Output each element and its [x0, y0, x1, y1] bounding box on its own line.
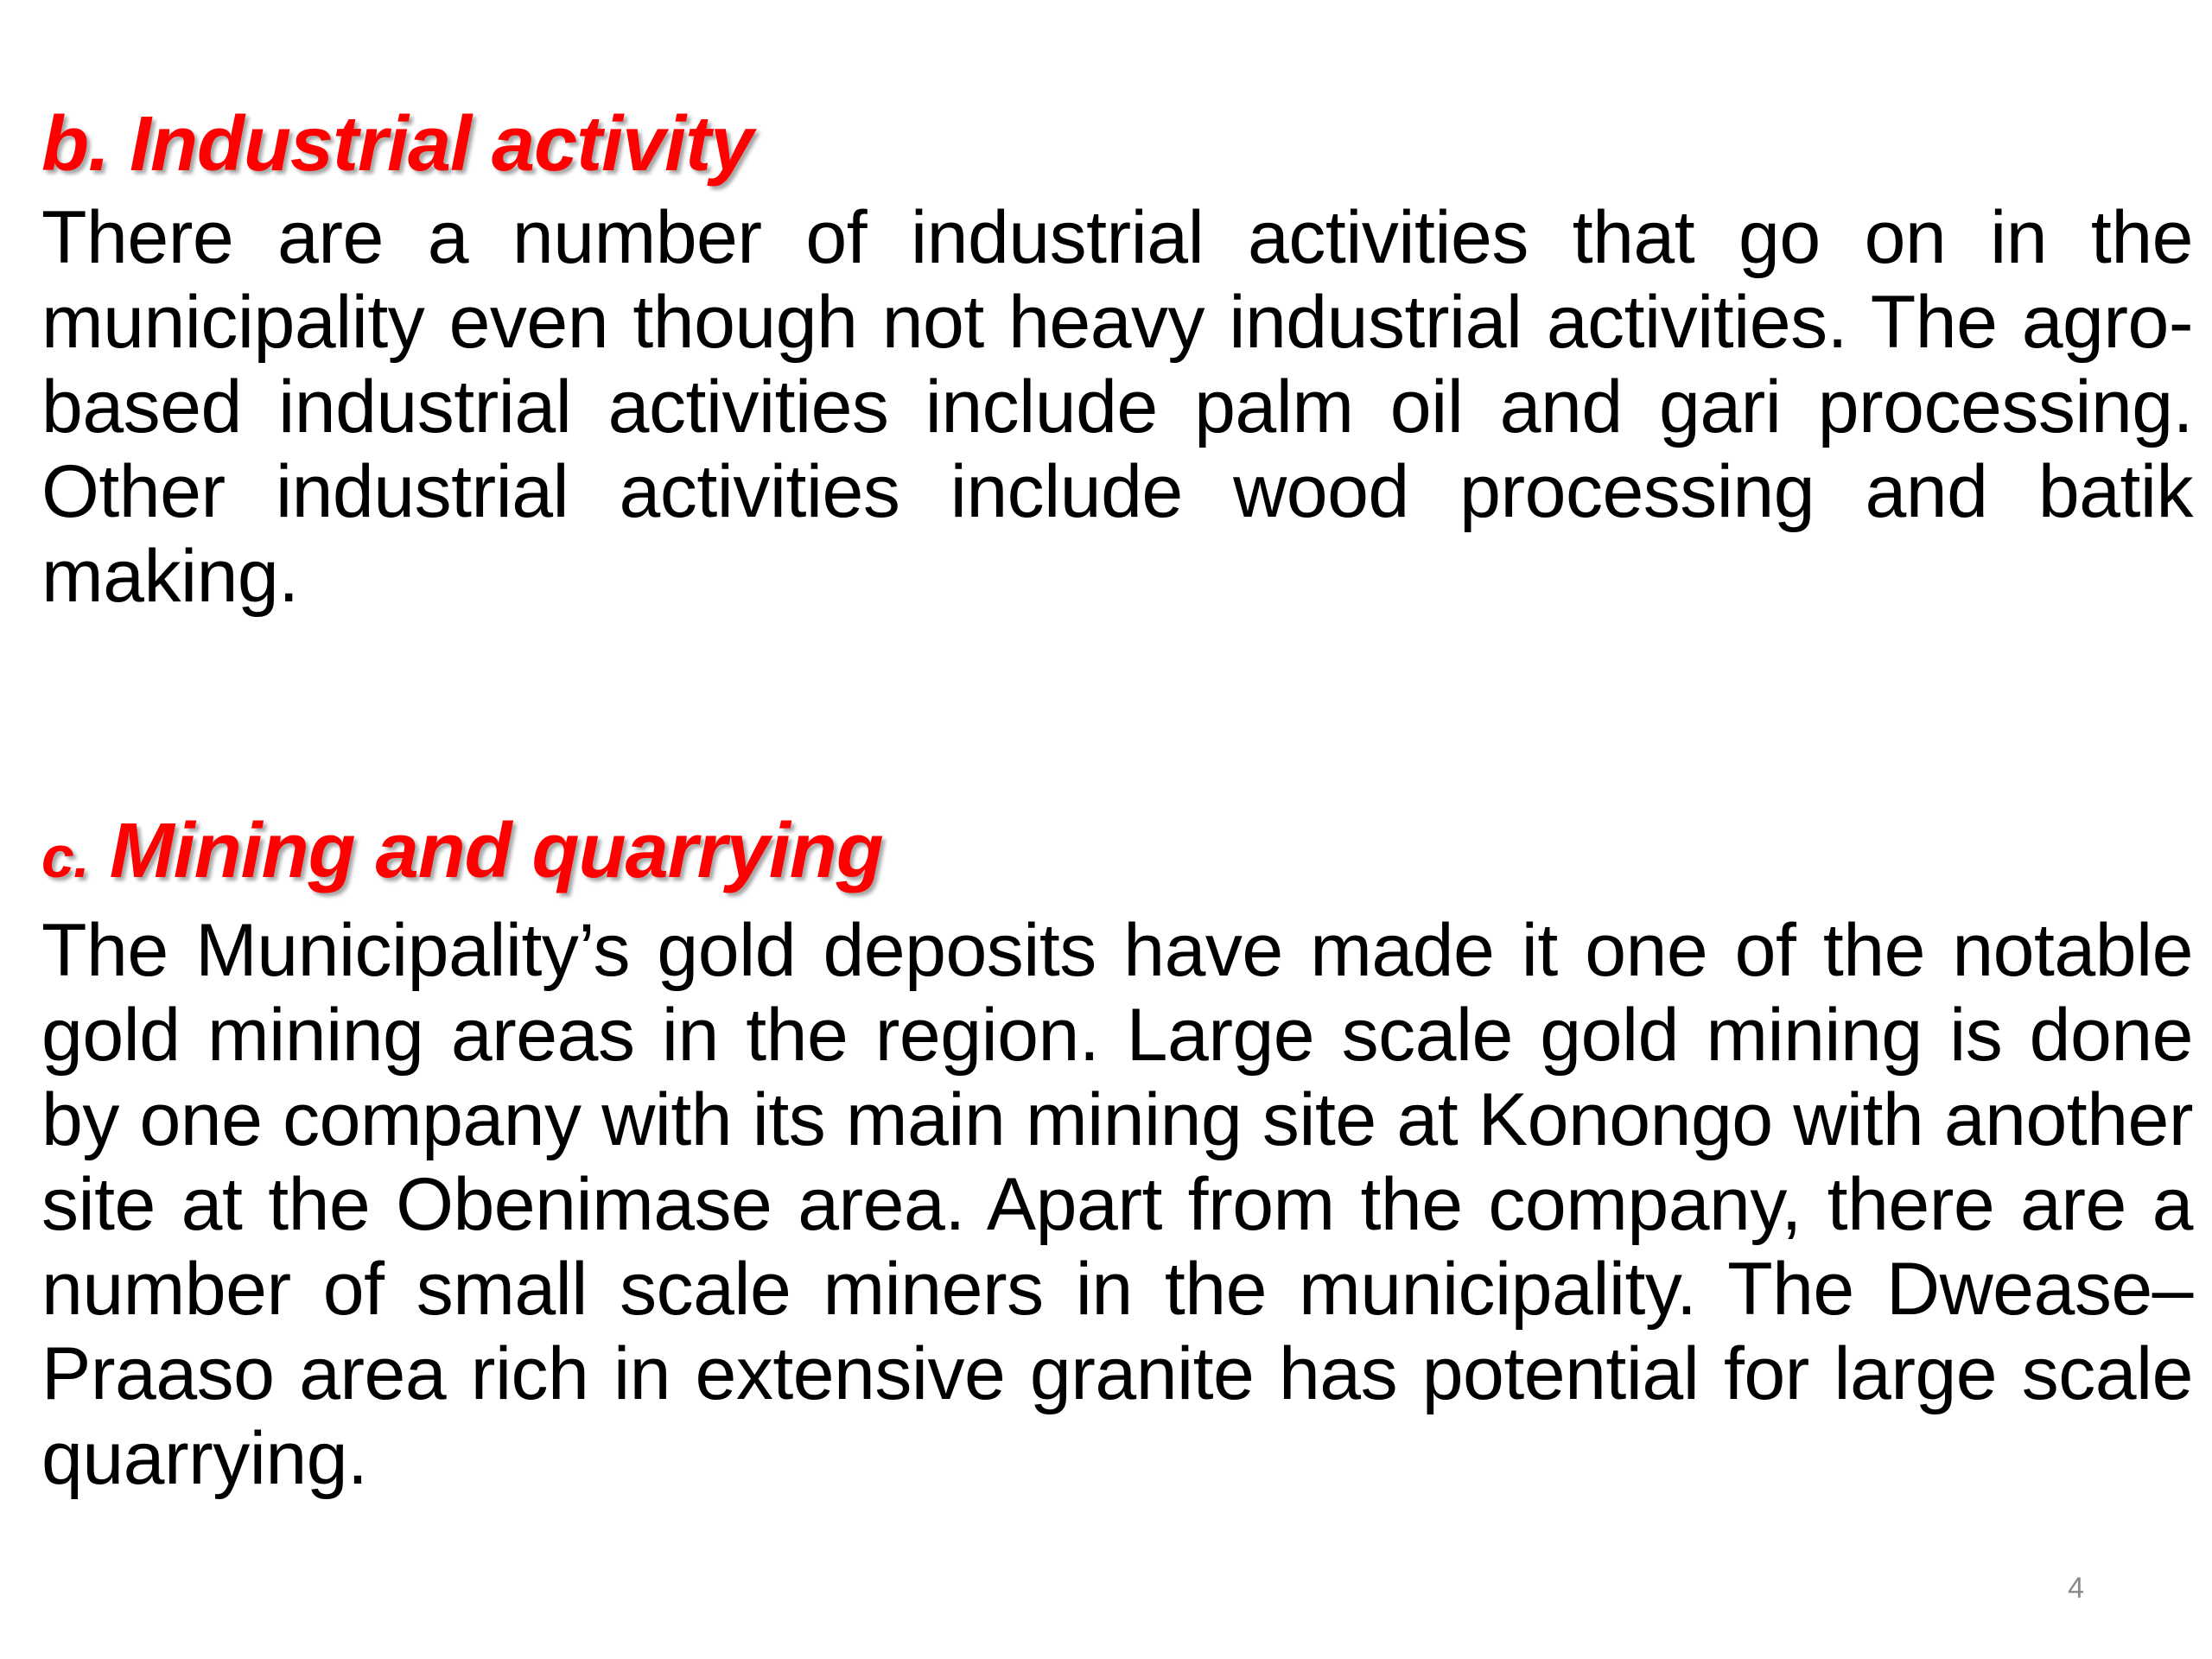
section-body-mining: The Municipality’s gold deposits have made it one of the notable gold mining areas in the region. Large scale gold mining is done by one company with its main mining site at Konongo with another site at the Obenimase area. Apart from the company, there are a number of small scale miners in the municipality. The Dwease–Praaso area rich in extensive granite has potential for large scale quarrying. [41, 909, 2193, 1500]
section-heading-mining [41, 804, 2193, 905]
heading-prefix: b. [41, 101, 109, 188]
heading-prefix: c. [41, 824, 89, 890]
section-mining-quarrying [41, 804, 2193, 1501]
section-heading-industrial [41, 97, 2193, 192]
heading-title: Mining and quarrying [88, 808, 883, 894]
heading-title: Industrial activity [108, 101, 753, 188]
section-body-industrial: There are a number of industrial activities that go on in the municipality even though not heavy industrial activities. The agro-based industrial activities include palm oil and gari processing. Other industrial activities include wood processing and batik making. [41, 196, 2193, 618]
page-number: 4 [2068, 1572, 2084, 1605]
section-industrial-activity [41, 97, 2193, 619]
